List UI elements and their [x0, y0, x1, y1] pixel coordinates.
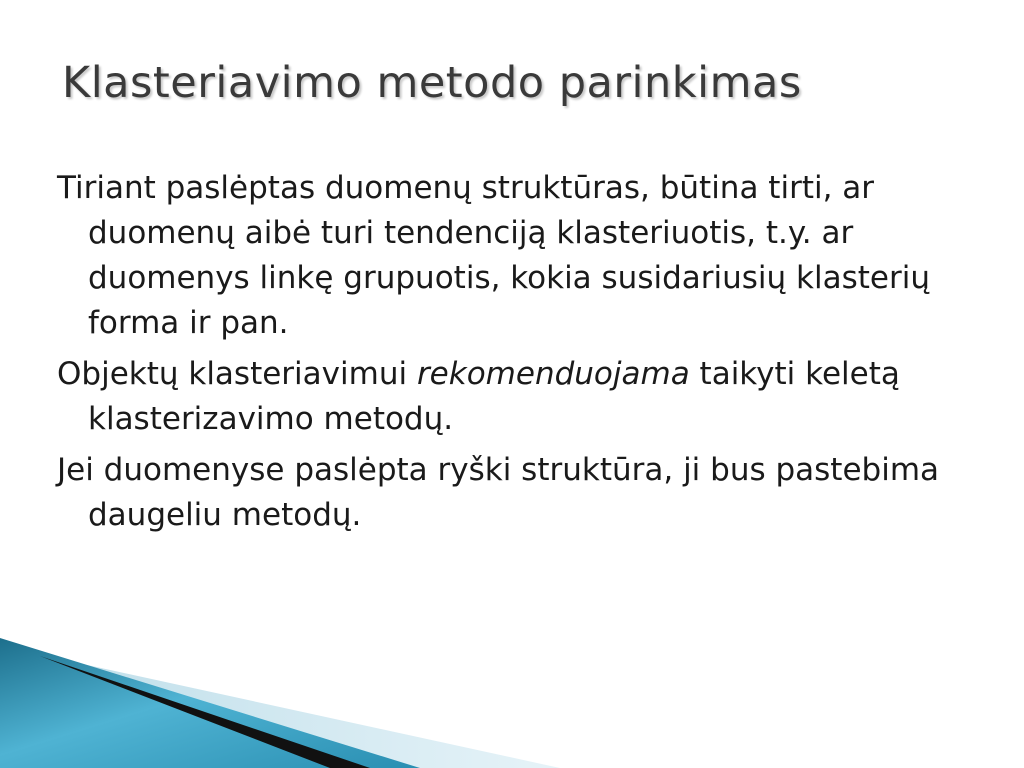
bottom-decorative-swoosh	[0, 638, 1024, 768]
paragraph-3-text: Jei duomenyse paslėpta ryški struktūra, ji bus pastebima daugeliu metodų.	[57, 452, 940, 533]
paragraph-1	[57, 166, 977, 346]
slide-title: Klasteriavimo metodo parinkimas	[62, 58, 802, 108]
decor-blue-band	[0, 638, 420, 768]
paragraph-3	[57, 448, 977, 538]
paragraph-2-emphasis: rekomenduojama	[416, 356, 690, 392]
paragraph-2-text-start: Objektų klasteriavimui	[57, 356, 417, 392]
paragraph-1-text: Tiriant paslėptas duomenų struktūras, būtina tirti, ar duomenų aibė turi tendenciją klasteriuotis, t.y. ar duomenys linkę grupuotis, kokia susidariusių klasterių forma ir pan.	[57, 170, 930, 341]
paragraph-2	[57, 352, 977, 442]
paragraph-2-text-end: taikyti keletą klasterizavimo metodų.	[88, 356, 900, 437]
slide-body	[57, 166, 977, 544]
